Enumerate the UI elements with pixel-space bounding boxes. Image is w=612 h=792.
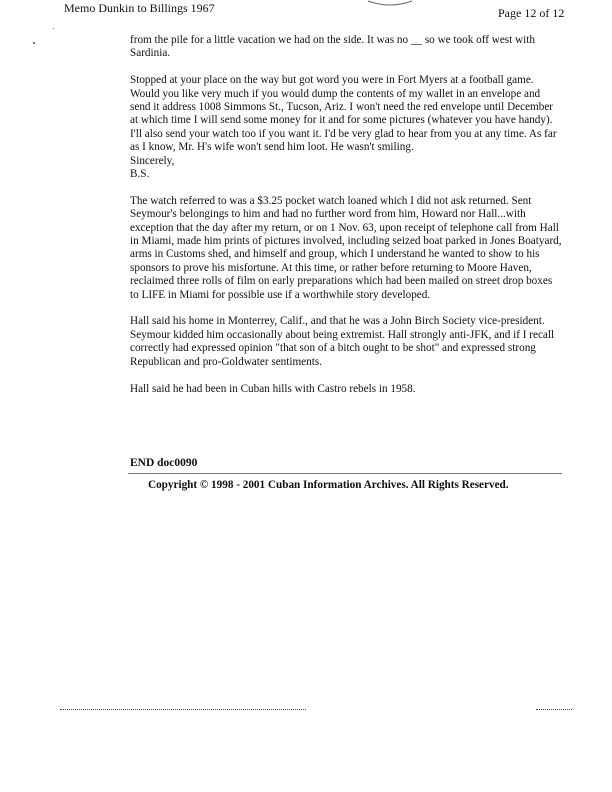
scan-artifact-line <box>60 709 306 710</box>
paragraph-letter: Stopped at your place on the way but got word you were in Fort Myers at a football game. Would you like very much if you would dump the contents of my wallet in an envelope and send it address 1008 Simmons St., Tucson, Ariz. I won't need the red envelope until December at which time I will send some money for it and for some pictures (whatever you have handy). I'll also send your watch too if you want it. I'd be very glad to hear from you at any time. As far as I know, Mr. H's wife won't send him loot. He wasn't smiling. <box>130 74 557 154</box>
memo-body <box>130 34 562 409</box>
scan-artifact-line <box>536 709 572 710</box>
letter-closing: Sincerely, <box>130 154 175 167</box>
scan-speck <box>53 28 54 29</box>
scan-mark <box>366 0 414 8</box>
paragraph-watch: The watch referred to was a $3.25 pocket watch loaned which I did not ask returned. Sent Seymour's belongings to him and had no further word from him, Howard nor Hall...with exception that the day after my return, or on 1 Nov. 63, upon receipt of telephone call from Hall in Miami, made him prints of pictures involved, including seized boat parked in Jones Boatyard, arms in Customs shed, and himself and group, which I understand he wanted to show to his sponsors to prove his misfortune. At this time, or rather before returning to Moore Haven, reclaimed three rolls of film on early preparations which had been mailed on street drop boxes to LIFE in Miami for possible use if a worthwhile story developed. <box>130 194 562 301</box>
paragraph-hall-politics: Hall said his home in Monterrey, Calif., and that he was a John Birch Society vice-president. Seymour kidded him occasionally about being extremist. Hall strongly anti-JFK, and if I recall correctly had expressed opinion "that son of a bitch ought to be shot" and expressed strong Republican and pro-Goldwater sentiments. <box>130 315 555 368</box>
page-number: Page 12 of 12 <box>498 6 565 20</box>
paragraph-continuation: from the pile for a little vacation we had on the side. It was no __ so we took off west with Sardinia. <box>130 34 535 60</box>
end-marker: END doc0090 <box>130 457 198 469</box>
paragraph-hall-cuba: Hall said he had been in Cuban hills with Castro rebels in 1958. <box>130 382 416 395</box>
divider <box>128 473 562 474</box>
scan-speck <box>33 42 35 44</box>
document-title: Memo Dunkin to Billings 1967 <box>64 1 215 15</box>
letter-signature: B.S. <box>130 168 150 181</box>
copyright-notice: Copyright © 1998 - 2001 Cuban Information Archives. All Rights Reserved. <box>148 479 509 491</box>
